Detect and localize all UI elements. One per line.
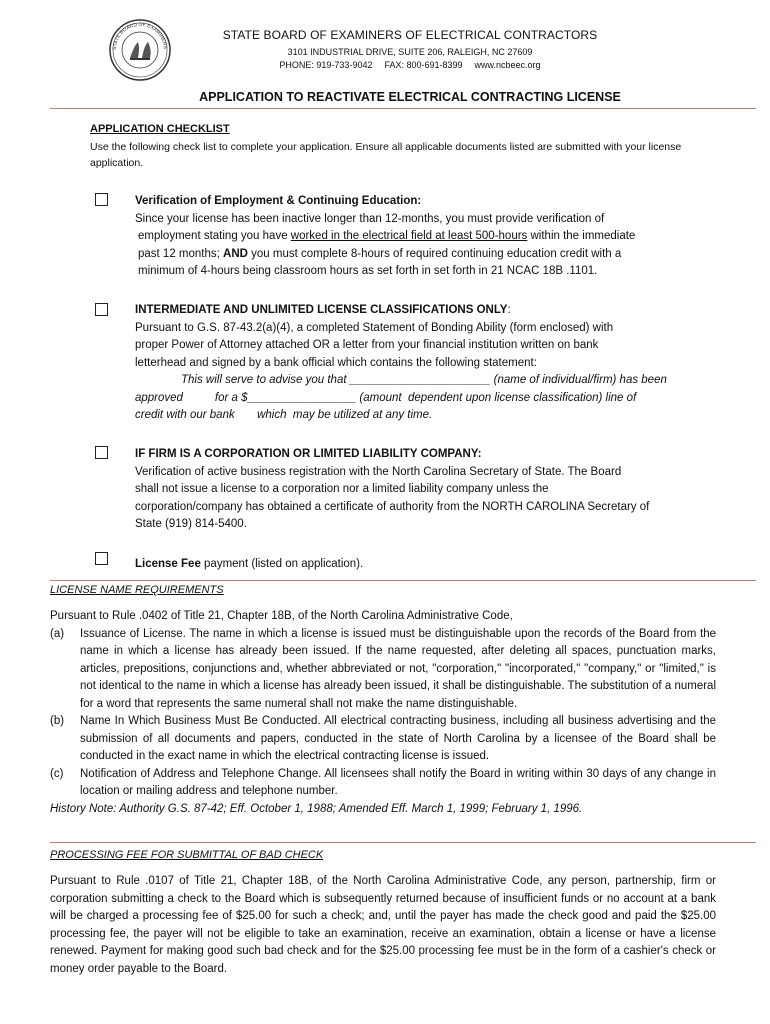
fax: FAX: 800-691-8399 bbox=[384, 60, 463, 70]
section-divider bbox=[50, 580, 756, 581]
checkbox-corporation[interactable] bbox=[95, 446, 108, 459]
board-address: 3101 INDUSTRIAL DRIVE, SUITE 206, RALEIGH, NC 27609 bbox=[287, 47, 533, 57]
checklist-item-fee: License Fee payment (listed on application). bbox=[135, 558, 364, 570]
item-heading: License Fee bbox=[135, 558, 201, 570]
history-note: History Note: Authority G.S. 87-42; Eff. October 1, 1988; Amended Eff. March 1, 1999; February 1, 1996. bbox=[50, 802, 583, 815]
checkbox-bonding-ability[interactable] bbox=[95, 303, 108, 316]
website-link[interactable]: www.ncbeec.org bbox=[474, 60, 541, 70]
item-heading: Verification of Employment & Continuing Education: bbox=[135, 195, 422, 207]
checklist-heading: APPLICATION CHECKLIST bbox=[90, 123, 230, 135]
section-divider bbox=[50, 842, 756, 843]
checkbox-license-fee[interactable] bbox=[95, 552, 108, 565]
board-name: STATE BOARD OF EXAMINERS OF ELECTRICAL CONTRACTORS bbox=[222, 28, 598, 42]
item-heading: IF FIRM IS A CORPORATION OR LIMITED LIABILITY COMPANY: bbox=[135, 448, 482, 460]
title-divider bbox=[50, 108, 756, 109]
list-item: (c) Notification of Address and Telephone Change. All licensees shall notify the Board in writing within 30 days of any change in location or mailing address and telephone number. bbox=[50, 767, 716, 797]
contact-line bbox=[150, 60, 670, 70]
list-item: (b) Name In Which Business Must Be Conducted. All electrical contracting business, including all business advertising and the submission of all documents and papers, conducted in the state of North Carolina by a licensee of the Board shall be conducted in the exact name in which the electrical contracting license is issued. bbox=[50, 715, 716, 762]
bad-check-heading: PROCESSING FEE FOR SUBMITTAL OF BAD CHECK bbox=[50, 849, 324, 861]
name-requirements-body: Pursuant to Rule .0402 of Title 21, Chapter 18B, of the North Carolina Administrative Code, (a) Issuance of License. The name in which a license is issued must be distinguishable upon the records of the Board from the name in which a license has already been issued. If the name requested, after deleting all spaces, punctuation marks, articles, prepositions, conjunctions and, whether abbreviated or not, "corporation," "incorporated," "company," or "limited," is not identical to the name in which a license has already been issued, it shall be distinguishable. The substitution of a numeral for a word that represents the same numeral shall not make the name distinguishable. (b) Name In Which Business Must Be Conducted. All electrical contracting business, including all business advertising and the submission of all documents and papers, conducted in the state of North Carolina by a licensee of the Board shall be conducted in the exact name in which the electrical contracting license is issued. (c) Notification of Address and Telephone Change. All licensees shall notify the Board in writing within 30 days of any change in location or mailing address and telephone number. History Note: Authority G.S. 87-42; Eff. October 1, 1988; Amended Eff. March 1, 1999; February 1, 1996. bbox=[50, 608, 716, 818]
bad-check-body: Pursuant to Rule .0107 of Title 21, Chapter 18B, of the North Carolina Administrative Code, any person, partnership, firm or corporation submitting a check to the Board which is subsequently returned because of insufficient funds or no account at a bank will be charged a processing fee of $25.00 for such a check; and, until the payer has made the check good and paid the $25.00 processing fee, the payer will not be eligible to take an examination, receive an examination, obtain a license or have a license renewed. Payment for making good such bad check and for the $25.00 processing fee must be in the form of a cashier's check or money order payable to the Board. bbox=[50, 875, 716, 975]
phone: PHONE: 919-733-9042 bbox=[279, 60, 373, 70]
list-item: (a) Issuance of License. The name in which a license is issued must be distinguishable upon the records of the Board from the name in which a license has already been issued. If the name requested, after deleting all spaces, punctuation marks, articles, prepositions, conjunctions and, whether abbreviated or not, "corporation," "incorporated," "company," or "limited," is not identical to the name in which a license has already been issued, it shall be distinguishable. The substitution of a numeral for a word that represents the same numeral shall not make the name distinguishable. bbox=[50, 627, 716, 710]
page-title: APPLICATION TO REACTIVATE ELECTRICAL CONTRACTING LICENSE bbox=[199, 90, 621, 104]
checklist-item-employment: Verification of Employment & Continuing Education: Since your license has been inactive longer than 12-months, you must provide verification of employment stating you have worked in the electrical field at least 500-hours within the immediate past 12 months; AND you must complete 8-hours of required continuing education credit with a minimum of 4-hours being classroom hours as set forth in set forth in 21 NCAC 18B .1101. bbox=[135, 193, 715, 281]
name-requirements-heading: LICENSE NAME REQUIREMENTS bbox=[50, 584, 224, 596]
seal-text: STATE BOARD OF EXAMINERS bbox=[111, 21, 169, 51]
checklist-item-corporation: IF FIRM IS A CORPORATION OR LIMITED LIABILITY COMPANY: Verification of active business registration with the North Carolina Secretary of State. The Board shall not issue a license to a corporation nor a limited liability company unless the corporation/company has obtained a certificate of authority from the NORTH CAROLINA Secretary of State (919) 814-5400. bbox=[135, 446, 715, 534]
checklist-intro: Use the following check list to complete your application. Ensure all applicable documents listed are submitted with your license application. bbox=[90, 141, 682, 169]
item-heading: INTERMEDIATE AND UNLIMITED LICENSE CLASSIFICATIONS ONLY bbox=[135, 304, 508, 316]
checkbox-employment-verification[interactable] bbox=[95, 193, 108, 206]
checklist-item-classifications: INTERMEDIATE AND UNLIMITED LICENSE CLASSIFICATIONS ONLY: Pursuant to G.S. 87-43.2(a)(4), a completed Statement of Bonding Ability (form enclosed) with proper Power of Attorney attached OR a letter from your financial institution written on bank letterhead and signed by a bank official which contains the following statement: This will serve to advise you that ______________________ (name of individual/firm) has been approved for a $_________________ (amount dependent upon license classification) line of credit with our bank which may be utilized at any time. bbox=[135, 304, 667, 421]
